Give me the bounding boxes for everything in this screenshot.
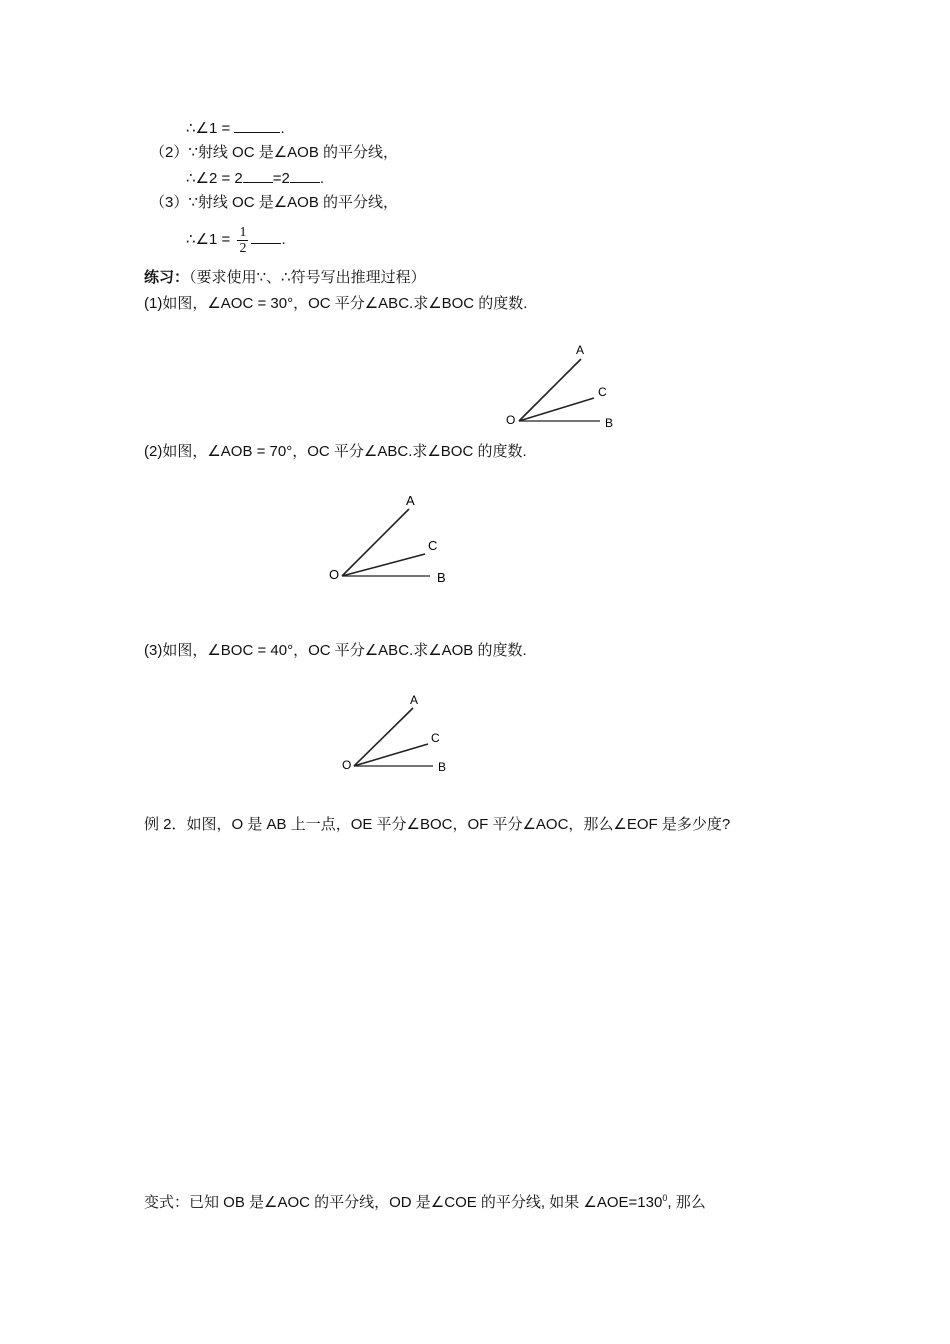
label-a: A: [406, 493, 415, 508]
practice-label: 练习：: [144, 269, 190, 286]
item-text: ∵射线 OC 是∠AOB 的平分线，: [188, 144, 399, 161]
item-text: ∵射线 OC 是∠AOB 的平分线，: [188, 194, 399, 211]
angle-diagram-1: [500, 338, 630, 433]
line-item2: [150, 143, 398, 163]
angle-diagram-2: [325, 488, 455, 588]
label-b: B: [438, 760, 447, 774]
answer-blank[interactable]: [234, 118, 280, 133]
line-item3: [150, 193, 398, 213]
ray-oc: [342, 554, 425, 576]
answer-blank[interactable]: [243, 168, 273, 183]
ray-oa: [342, 509, 409, 576]
label-c: C: [428, 538, 438, 553]
item-number: （3）: [150, 194, 189, 211]
variant-text: 变式：已知 OB 是∠AOC 的平分线，OD 是∠COE 的平分线, 如果 ∠AOE=130: [144, 1194, 663, 1211]
line-angle1-half: ∴∠1 = $\frac{1}{2}$ .: [186, 224, 286, 256]
answer-blank[interactable]: [251, 229, 281, 244]
variant-question: 变式：已知 OB 是∠AOC 的平分线，OD 是∠COE 的平分线, 如果 $\angle AOE=130^0$, 那么: [144, 1193, 706, 1211]
fraction-one-half: $\frac{1}{2}$: [239, 224, 247, 256]
practice-question-1: (1)如图，∠AOC = 30°，OC 平分∠ABC.求∠BOC 的度数.: [144, 295, 528, 312]
label-o: O: [506, 413, 516, 427]
label-b: B: [437, 570, 446, 585]
answer-blank[interactable]: [290, 168, 320, 183]
practice-question-2: (2)如图，∠AOB = 70°，OC 平分∠ABC.求∠BOC 的度数.: [144, 443, 527, 460]
practice-note: （要求使用∵、∴符号写出推理过程）: [189, 269, 426, 286]
degree-superscript: 0: [662, 1193, 668, 1203]
item-number: （2）: [150, 144, 189, 161]
practice-question-3: (3)如图，∠BOC = 40°，OC 平分∠ABC.求∠AOB 的度数.: [144, 642, 527, 659]
line-angle1: ∴∠1 = .: [186, 120, 285, 137]
label-a: A: [410, 693, 419, 707]
label-b: B: [605, 416, 614, 430]
example-2: 例 2．如图，O 是 AB 上一点，OE 平分∠BOC，OF 平分∠AOC，那么∠EOF 是多少度?: [144, 816, 731, 833]
label-o: O: [329, 567, 340, 582]
label-o: O: [342, 758, 352, 772]
label-c: C: [431, 731, 440, 745]
line-angle2: ∴∠2 = 2 =2 .: [186, 170, 325, 187]
line-angle1-text: ∴∠1 =: [186, 120, 235, 137]
angle-diagram-3: [335, 688, 465, 778]
practice-heading: [144, 268, 426, 288]
label-c: C: [598, 385, 607, 399]
label-a: A: [576, 343, 585, 357]
